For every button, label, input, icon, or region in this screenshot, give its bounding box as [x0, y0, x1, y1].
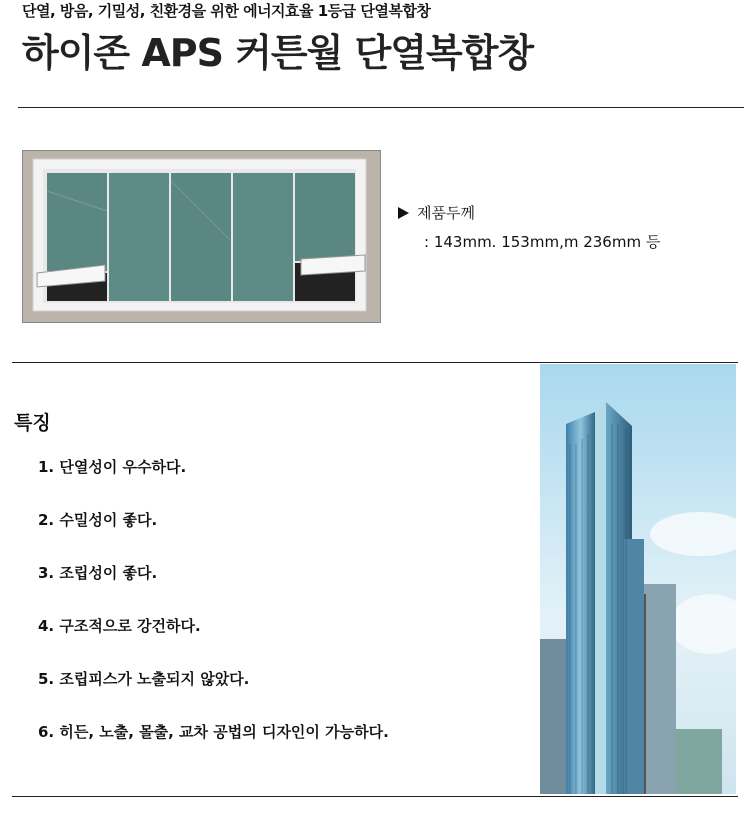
- feature-list: [38, 458, 389, 776]
- feature-item: 4. 구조적으로 강건하다.: [38, 617, 201, 635]
- spec-value: : 143mm. 153mm,m 236mm 등: [424, 233, 661, 251]
- spec-block: [398, 202, 660, 252]
- product-image-window: [22, 150, 381, 323]
- feature-item: 3. 조립성이 좋다.: [38, 564, 158, 582]
- spec-label: 제품두께: [417, 204, 475, 222]
- feature-item: 6. 히든, 노출, 몰출, 교차 공법의 디자인이 가능하다.: [38, 723, 389, 741]
- page-title: 하이존 APS 커튼월 단열복합창: [22, 31, 534, 75]
- arrow-right-icon: [398, 207, 409, 219]
- feature-item: 1. 단열성이 우수하다.: [38, 458, 187, 476]
- feature-item: 2. 수밀성이 좋다.: [38, 511, 158, 529]
- divider-middle: [12, 362, 738, 363]
- features-heading: 특징: [14, 412, 51, 434]
- divider-top: [18, 107, 744, 108]
- feature-item: 5. 조립피스가 노출되지 않았다.: [38, 670, 250, 688]
- page-subtitle: 단열, 방음, 기밀성, 친환경을 위한 에너지효율 1등급 단열복합창: [22, 2, 431, 20]
- divider-bottom: [12, 796, 738, 797]
- building-image: [540, 364, 736, 794]
